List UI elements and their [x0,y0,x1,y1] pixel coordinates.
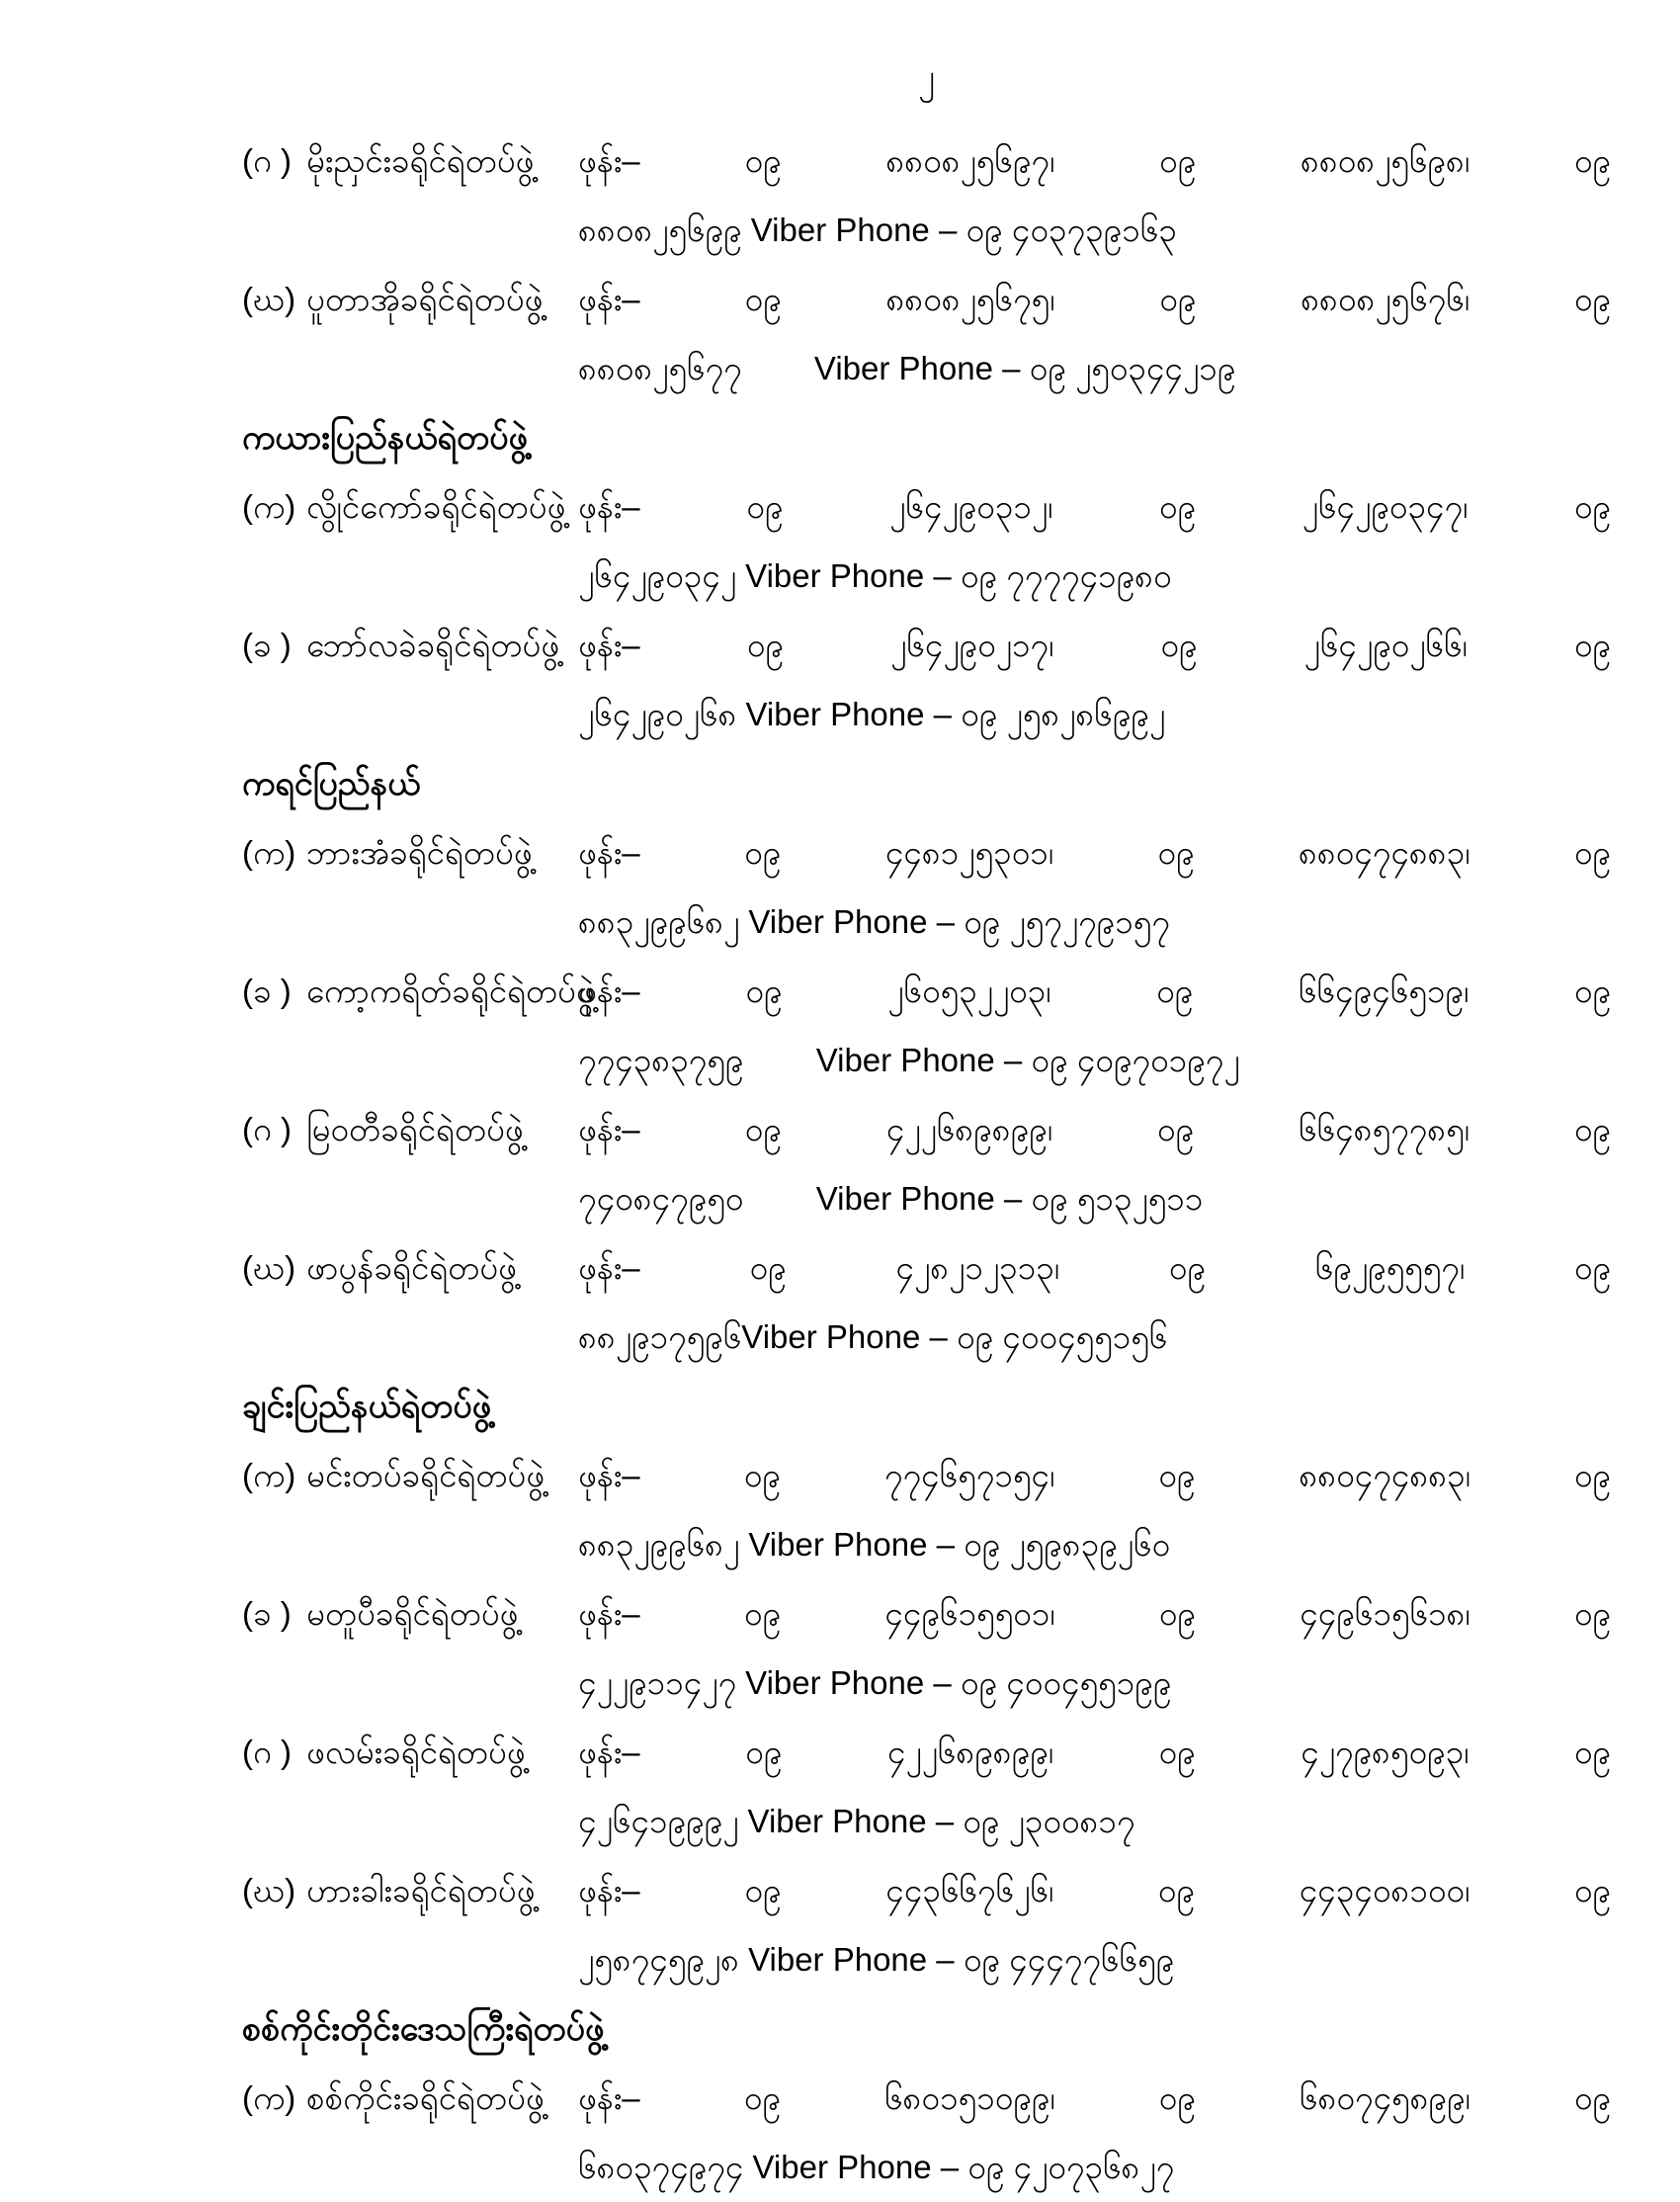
district-name: ပူတာအိုခရိုင်ရဲတပ်ဖွဲ့ [306,281,544,317]
police-entry-row [242,1718,1611,1856]
phone-numbers-line1: ဖုန်း– ၀၉ ၄၂၂၆၈၉၈၉၉၊ ၀၉ ၄၂၇၉၈၅၀၉၃၊ ၀၉ [578,1734,1611,1770]
phone-numbers-line1: ဖုန်း– ၀၉ ၆၈၀၁၅၁၀၉၉၊ ၀၉ ၆၈၀၇၄၅၈၉၉၊ ၀၉ [578,2079,1611,2116]
entry-index-label: (ဂ ) [242,1111,292,1147]
phone-cell [578,611,1611,749]
phone-numbers-line1: ဖုန်း– ၀၉ ၄၄၈၁၂၅၃၀၁၊ ၀၉ ၈၈၀၄၇၄၈၈၃၊ ၀၉ [578,834,1611,871]
police-entry-row [242,957,1611,1095]
police-entry-row [242,611,1611,749]
police-entry-row [242,1579,1611,1718]
viber-phone-line2: ၂၆၄၂၉၀၂၆၈ Viber Phone – ၀၉ ၂၅၈၂၈၆၉၉၂ [578,696,1166,732]
police-entry-row [242,1095,1611,1233]
phone-cell [578,265,1611,403]
viber-phone-line2: ၈၈၀၈၂၅၆၇၇ Viber Phone – ၀၉ ၂၅၀၃၄၄၂၁၉ [578,350,1236,386]
phone-numbers-line1: ဖုန်း– ၀၉ ၄၂၂၆၈၉၈၉၉၊ ၀၉ ၆၆၄၈၅၇၇၈၅၊ ၀၉ [578,1111,1611,1147]
phone-cell [578,472,1611,611]
entry-index-label: (ခ ) [242,973,292,1009]
phone-numbers-line1: ဖုန်း– ၀၉ ၈၈၀၈၂၅၆၉၇၊ ၀၉ ၈၈၀၈၂၅၆၉၈၊ ၀၉ [578,142,1611,179]
viber-phone-line2: ၄၂၂၉၁၁၄၂၇ Viber Phone – ၀၉ ၄၀၀၄၅၅၁၉၉ [578,1664,1172,1701]
phone-cell [578,127,1611,265]
section-header: ချင်းပြည်နယ်ရဲတပ်ဖွဲ့ [242,1388,492,1425]
phone-cell [578,818,1611,957]
entry-index-label: (က) [242,834,296,871]
district-name: ဘော်လခဲခရိုင်ရဲတပ်ဖွဲ့ [306,627,560,663]
entry-index-label: (ဂ ) [242,142,292,179]
entry-index-label: (က) [242,2079,296,2116]
content-list [242,127,1611,2202]
viber-phone-line2: ၆၈၀၃၇၄၉၇၄ Viber Phone – ၀၉ ၄၂၀၇၃၆၈၂၇ [578,2149,1175,2185]
phone-numbers-line1: ဖုန်း– ၀၉ ၂၆၀၅၃၂၂၀၃၊ ၀၉ ၆၆၄၉၄၆၅၁၉၊ ၀၉ [578,973,1611,1009]
district-name: မတူပီခရိုင်ရဲတပ်ဖွဲ့ [306,1595,519,1632]
police-entry-row [242,127,1611,265]
viber-phone-line2: ၄၂၆၄၁၉၉၉၂ Viber Phone – ၀၉ ၂၃၀၀၈၁၇ [578,1803,1135,1839]
police-entry-row [242,818,1611,957]
entry-index-label: (က) [242,488,296,525]
section-header: စစ်ကိုင်းတိုင်းဒေသကြီးရဲတပ်ဖွဲ့ [242,2010,605,2048]
district-name: ဖာပွန်ခရိုင်ရဲတပ်ဖွဲ့ [306,1249,517,1286]
phone-cell [578,1856,1611,1994]
district-name: လွိုင်ကော်ခရိုင်ရဲတပ်ဖွဲ့ [306,488,566,525]
entry-index-label: (ဃ) [242,281,296,317]
entry-index-label: (ခ ) [242,627,292,663]
phone-cell [578,1441,1611,1579]
entry-index-label: (က) [242,1457,296,1493]
section-header: ကယားပြည်နယ်ရဲတပ်ဖွဲ့ [242,419,528,457]
phone-cell [578,1579,1611,1718]
district-name: ဟားခါးခရိုင်ရဲတပ်ဖွဲ့ [306,1872,536,1908]
phone-numbers-line1: ဖုန်း– ၀၉ ၈၈၀၈၂၅၆၇၅၊ ၀၉ ၈၈၀၈၂၅၆၇၆၊ ၀၉ [578,281,1611,317]
phone-cell [578,1233,1611,1372]
phone-numbers-line1: ဖုန်း– ၀၉ ၂၆၄၂၉၀၂၁၇၊ ၀၉ ၂၆၄၂၉၀၂၆၆၊ ၀၉ [578,627,1611,663]
entry-index-label: (ဃ) [242,1249,296,1286]
viber-phone-line2: ၂၆၄၂၉၀၃၄၂ Viber Phone – ၀၉ ၇၇၇၇၄၁၉၈၀ [578,557,1172,594]
page-number: ၂ [918,58,935,96]
viber-phone-line2: ၇၄၀၈၄၇၉၅၀ Viber Phone – ၀၉ ၅၁၃၂၅၁၁ [578,1180,1204,1217]
viber-phone-line2: ၈၈၃၂၉၉၆၈၂ Viber Phone – ၀၉ ၂၅၉၈၃၉၂၆၀ [578,1526,1171,1563]
district-name: မြဝတီခရိုင်ရဲတပ်ဖွဲ့ [306,1111,524,1147]
phone-numbers-line1: ဖုန်း– ၀၉ ၄၄၉၆၁၅၅၀၁၊ ၀၉ ၄၄၉၆၁၅၆၁၈၊ ၀၉ [578,1595,1611,1632]
entry-index-label: (ခ ) [242,1595,292,1632]
phone-cell [578,1095,1611,1233]
section-header: ကရင်ပြည်နယ် [242,765,421,803]
phone-numbers-line1: ဖုန်း– ၀၉ ၄၄၃၆၆၇၆၂၆၊ ၀၉ ၄၄၃၄၀၈၁၀၀၊ ၀၉ [578,1872,1611,1908]
phone-numbers-line1: ဖုန်း– ၀၉ ၇၇၄၆၅၇၁၅၄၊ ၀၉ ၈၈၀၄၇၄၈၈၃၊ ၀၉ [578,1457,1611,1493]
phone-cell [578,1718,1611,1856]
district-name: မင်းတပ်ခရိုင်ရဲတပ်ဖွဲ့ [306,1457,546,1493]
district-name: ဖလမ်းခရိုင်ရဲတပ်ဖွဲ့ [306,1734,526,1770]
entry-index-label: (ဂ ) [242,1734,292,1770]
viber-phone-line2: ၈၈၂၉၁၇၅၉၆Viber Phone – ၀၉ ၄၀၀၄၅၅၁၅၆ [578,1318,1168,1355]
viber-phone-line2: ၈၈၃၂၉၉၆၈၂ Viber Phone – ၀၉ ၂၅၇၂၇၉၁၅၇ [578,903,1170,940]
viber-phone-line2: ၂၅၈၇၄၅၉၂၈ Viber Phone – ၀၉ ၄၄၄၇၇၆၆၅၉ [578,1941,1175,1978]
phone-cell [578,2064,1611,2202]
district-name: မိုးညှင်းခရိုင်ရဲတပ်ဖွဲ့ [306,142,535,179]
district-name: စစ်ကိုင်းခရိုင်ရဲတပ်ဖွဲ့ [306,2079,545,2116]
police-entry-row [242,472,1611,611]
phone-numbers-line1: ဖုန်း– ၀၉ ၄၂၈၂၁၂၃၁၃၊ ၀၉ ၆၉၂၉၅၅၅၇၊ ၀၉ [578,1249,1611,1286]
phone-cell [578,957,1611,1095]
district-name: ဘားအံခရိုင်ရဲတပ်ဖွဲ့ [306,834,533,871]
police-entry-row [242,265,1611,403]
phone-numbers-line1: ဖုန်း– ၀၉ ၂၆၄၂၉၀၃၁၂၊ ၀၉ ၂၆၄၂၉၀၃၄၇၊ ၀၉ [578,488,1611,525]
viber-phone-line2: ၇၇၄၃၈၃၇၅၉ Viber Phone – ၀၉ ၄၀၉၇၀၁၉၇၂ [578,1042,1240,1078]
viber-phone-line2: ၈၈၀၈၂၅၆၉၉ Viber Phone – ၀၉ ၄၀၃၇၃၉၁၆၃ [578,212,1177,248]
police-entry-row [242,1441,1611,1579]
entry-index-label: (ဃ) [242,1872,296,1908]
police-entry-row [242,1233,1611,1372]
police-entry-row [242,2064,1611,2202]
district-name: ကော့ကရိတ်ခရိုင်ရဲတပ်ဖွဲ့ [306,973,595,1009]
police-entry-row [242,1856,1611,1994]
